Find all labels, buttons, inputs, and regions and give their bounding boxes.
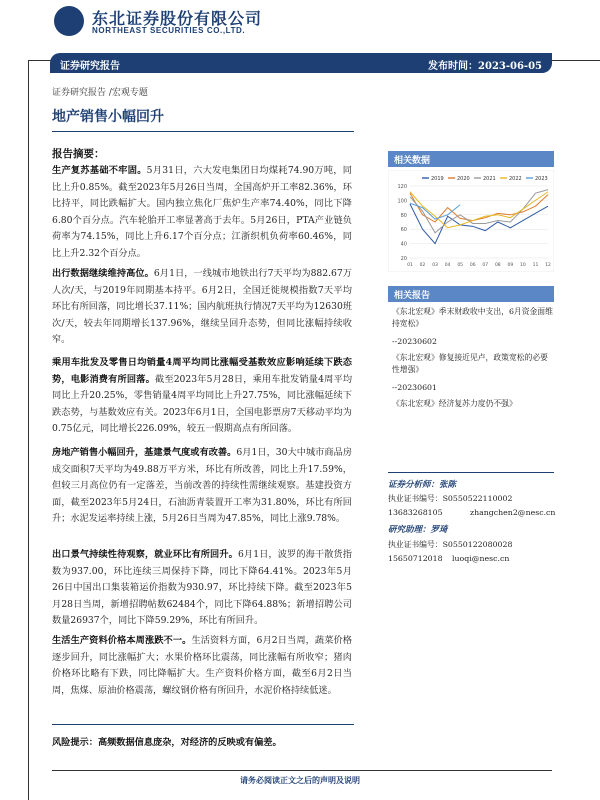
analyst-phone: 15650712018: [388, 554, 443, 563]
legend-label: 2021: [483, 176, 496, 182]
risk-divider: [52, 724, 354, 725]
related-report-title[interactable]: 《东北宏观》经济复苏力度仍不强》: [392, 399, 517, 408]
related-report-title[interactable]: 《东北宏观》修复接近见卢，政策宽松的必要性增强》: [392, 353, 548, 374]
paragraph-lead: 出行数据继续维持高位。: [52, 268, 154, 279]
paragraph-lead: 生活生产资料价格本周涨跌不一。: [52, 635, 192, 646]
analyst-role: 证券分析师：张陈: [388, 480, 457, 490]
x-tick-label: 10: [520, 263, 526, 268]
paragraph-body: 5月31日，六大发电集团日均煤耗74.90万吨，同比上升0.85%。截至2023年5月26日当周，全国高炉开工率82.36%，环比持平，同比跌幅扩大。国内独立焦化厂焦炉生产率74.40%，同比下降6.80个百分点。汽车轮胎开工率显著高于去年。5月26日，PTA产业链负荷率为74.15%，同比上升6.17个百分点；江浙织机负荷率60.46%，同比上升2.32个百分点。: [52, 165, 352, 259]
paragraph-lead: 房地产销售小幅回升，基建景气度或有改善。: [52, 447, 237, 458]
x-tick-label: 12: [545, 263, 551, 268]
risk-lead: 风险提示：: [52, 737, 98, 748]
x-tick-label: 06: [469, 263, 476, 268]
x-tick-label: 02: [419, 263, 426, 268]
related-data-heading: 相关数据: [388, 151, 554, 167]
analyst-email[interactable]: luoqi@nesc.cn: [452, 554, 510, 563]
paragraph-body: 6月1日，30大中城市商品房成交面积7天平均为49.88万平方米，环比有所改善，同比上升17.59%，但较三月高位仍有一定落差，当前改善的持续性需继续观察。基建投资方面，截至2023年5月24日，石油沥青装置开工率为31.80%，环比有所回升；水泥发运率持续上涨，5月26日当周为47.85%，同比上涨9.78%。: [52, 447, 353, 524]
risk-warning: [52, 735, 352, 752]
footer-rule: [52, 770, 552, 771]
banner-report-type: 证券研究报告: [60, 61, 120, 72]
paragraph-lead: 乘用车批发及零售日均销量4周平均同比涨幅受基数效应影响延续下跌态势，电影消费有所回落。: [52, 357, 352, 385]
y-tick-label: 20: [400, 256, 407, 262]
y-tick-label: 80: [400, 212, 407, 219]
legend-label: 2023: [535, 176, 548, 182]
paragraph-body: 生活资料方面，6月2日当周，蔬菜价格逐步回升，同比涨幅扩大；水果价格环比震荡，同比涨幅有所收窄；猪肉价格环比略有下跌，同比降幅扩大。生产资料价格方面，截至6月2日当周，焦煤、原油价格震荡，螺纹钢价格有所回升，水泥价格持续低迷。: [52, 635, 352, 696]
analyst-email[interactable]: zhangchen2@nesc.cn: [470, 508, 556, 517]
frame-left-rule: [28, 60, 29, 800]
paragraph-lead: 生产复苏基础不牢固。: [52, 165, 147, 176]
breadcrumb: 证券研究报告 /宏观专题: [52, 88, 148, 98]
header-banner: [50, 53, 552, 73]
paragraph-body: 6月1日，波罗的海干散货指数为937.00，环比连续三周保持下降，同比下降64.41%。2023年5月26日中国出口集装箱运价指数为930.97，环比持续下降。截至2023年5月28日当周，新增招聘帖数62484个，同比下降64.88%；新增招聘公司数量26937个，同比下降59.29%，环比有所回升。: [52, 549, 352, 626]
related-report-title[interactable]: 《东北宏观》季末财政收中支出，6月资金面维持宽松》: [392, 307, 553, 328]
page-title: 地产销售小幅回升: [52, 109, 164, 125]
summary-paragraph: [52, 355, 352, 438]
summary-paragraph: [52, 547, 352, 630]
analyst-license: 执业证书编号：S0550522110002: [388, 494, 513, 503]
related-report-date: --20230601: [392, 383, 437, 392]
summary-paragraph: [52, 266, 352, 349]
analyst-license: 执业证书编号：S0550122080028: [388, 540, 513, 549]
analyst-role: 研究助理：罗琦: [388, 525, 448, 535]
company-name-cn: 东北证券股份有限公司: [92, 9, 263, 28]
x-tick-label: 11: [532, 263, 539, 268]
risk-body: 高频数据信息庞杂，对经济的反映或有偏差。: [97, 737, 282, 748]
paragraph-body: 截至2023年5月28日，乘用车批发销量4周平均同比上升20.25%，零售销量4周平均同比上升27.75%，同比涨幅延续下跌态势，与基数效应有关。2023年6月1日，全国电影票房7天移动平均为0.75亿元，同比增长226.09%，较五一假期高点有所回落。: [52, 373, 353, 434]
y-tick-label: 120: [397, 184, 407, 190]
y-tick-label: 100: [397, 198, 407, 205]
summary-paragraph: [52, 163, 352, 262]
legend-label: 2019: [431, 176, 444, 182]
paragraph-body: 6月1日，一线城市地铁出行7天平均为882.67万人次/天，与2019年同期基本持平。6月2日，全国迁徙规模指数7天平均环比有所回落，同比增长37.11%；国内航班执行情况7天平均为12630班次/天，较去年同期增长137.96%，继续呈回升态势，但同比涨幅持续收窄。: [52, 268, 352, 345]
x-tick-label: 09: [507, 263, 514, 268]
x-tick-label: 01: [407, 263, 413, 268]
legend-label: 2022: [509, 176, 522, 182]
summary-paragraph: [52, 633, 352, 699]
x-tick-label: 07: [482, 263, 489, 268]
banner-publish-date: 发布时间：2023-06-05: [428, 61, 542, 72]
analyst-divider: [388, 472, 554, 473]
x-tick-label: 05: [457, 263, 464, 268]
y-tick-label: 60: [400, 227, 407, 234]
related-report-date: --20230602: [392, 337, 437, 346]
x-tick-label: 03: [432, 263, 438, 268]
x-tick-label: 08: [494, 263, 501, 268]
x-tick-label: 04: [444, 263, 451, 268]
company-logo-icon: [54, 6, 84, 36]
summary-paragraph: [52, 445, 352, 528]
related-reports-heading: 相关报告: [388, 286, 554, 302]
related-data-chart: [388, 170, 554, 272]
paragraph-lead: 出口景气持续性待观察，就业环比有所回升。: [52, 549, 238, 560]
analyst-phone: 13683268105: [388, 508, 443, 517]
company-name-en: NORTHEAST SECURITIES CO.,LTD.: [92, 26, 246, 35]
legend-label: 2020: [457, 176, 470, 182]
title-divider: [52, 131, 354, 132]
footer-disclaimer[interactable]: 请务必阅读正文之后的声明及说明: [240, 775, 360, 785]
y-tick-label: 40: [400, 241, 407, 248]
summary-heading: 报告摘要：: [52, 148, 105, 160]
